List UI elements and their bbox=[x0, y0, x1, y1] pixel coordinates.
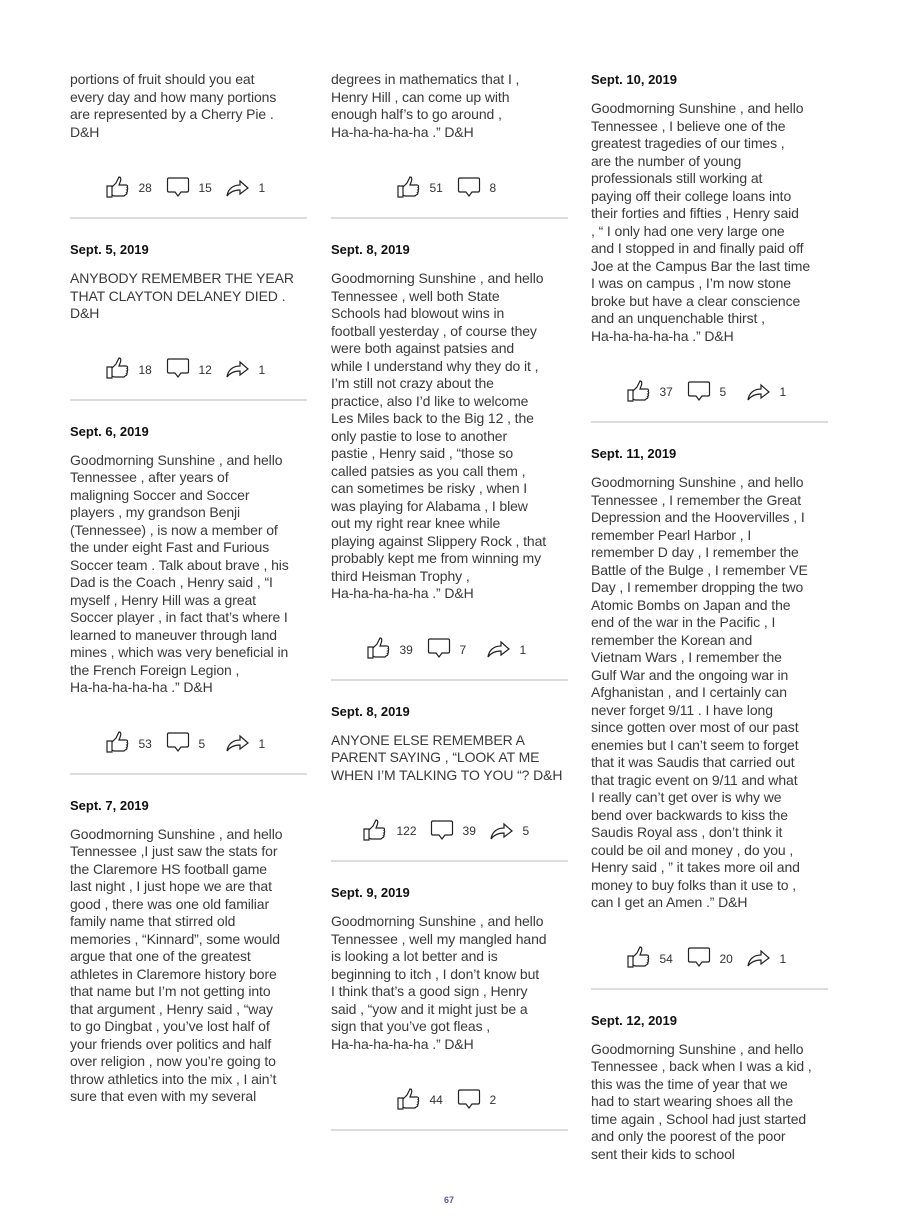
share-icon[interactable] bbox=[746, 379, 780, 406]
comment-count: 12 bbox=[198, 362, 212, 377]
post bbox=[591, 1012, 828, 1164]
comment-count: 5 bbox=[719, 385, 727, 399]
reaction-bar bbox=[70, 731, 307, 757]
thumbs-up-icon[interactable] bbox=[362, 818, 396, 845]
like-count: 18 bbox=[138, 362, 152, 377]
like-count: 53 bbox=[138, 736, 152, 751]
share-count: 5 bbox=[522, 824, 530, 838]
post-body: Goodmorning Sunshine , and hello Tennessee , well my mangled hand is looking a lot better and is beginning to itch , I don’t know but I think that’s a good sign , Henry said , “yow and it might just be a sign that you’ve got fleas , Ha-ha-ha-ha-ha .” D&H bbox=[331, 913, 547, 1052]
post-body: degrees in mathematics that I , Henry Hill , can come up with enough half’s to go around , Ha-ha-ha-ha-ha .” D&H bbox=[331, 71, 520, 140]
thumbs-up-icon[interactable] bbox=[105, 730, 139, 757]
share-count: 1 bbox=[779, 385, 787, 399]
divider bbox=[331, 217, 568, 219]
like-count: 44 bbox=[429, 1093, 443, 1107]
thumbs-up-icon[interactable] bbox=[396, 175, 430, 202]
share-button[interactable] bbox=[225, 356, 273, 383]
comment-count: 5 bbox=[198, 736, 206, 751]
column-3 bbox=[591, 71, 828, 1163]
post-body: Goodmorning Sunshine , and hello Tennessee , I believe one of the greatest tragedies of our times , are the number of young professionals still working at paying off their college loans into their forties and fifties , Henry said , “ I only had one very large one and I stopped in and finally paid off Joe at the Campus Bar the last time I was on campus , I’m now stone broke but have a clear conscience and an unquenchable thirst , Ha-ha-ha-ha-ha .” D&H bbox=[591, 100, 811, 344]
like-count: 37 bbox=[659, 385, 673, 399]
comment-icon[interactable] bbox=[456, 1087, 490, 1114]
share-count: 1 bbox=[258, 736, 266, 751]
share-button[interactable] bbox=[489, 818, 537, 845]
post-body: Goodmorning Sunshine , and hello Tennessee , after years of maligning Soccer and Soccer players , my grandson Benji (Tennessee) , is now a member of the under eight Fast and Furious Soccer team . Talk about brave , his Dad is the Coach , Henry said , “I myself , Henry Hill was a great Soccer player , in fact that’s where I learned to maneuver through land mines , which was very beneficial in the French Foreign Legion , Ha-ha-ha-ha-ha .” D&H bbox=[70, 451, 289, 695]
share-icon[interactable] bbox=[225, 175, 259, 202]
thumbs-up-icon[interactable] bbox=[626, 945, 660, 972]
like-button[interactable] bbox=[105, 730, 153, 757]
comment-count: 39 bbox=[462, 824, 476, 838]
divider bbox=[331, 1129, 568, 1131]
post bbox=[331, 703, 568, 863]
comment-button[interactable] bbox=[426, 636, 474, 663]
post-body: portions of fruit should you eat every day and how many portions are represented by a Cherry Pie . D&H bbox=[70, 71, 277, 140]
thumbs-up-icon[interactable] bbox=[626, 379, 660, 406]
page-number: 67 bbox=[443, 1195, 454, 1205]
comment-button[interactable] bbox=[165, 356, 213, 383]
share-icon[interactable] bbox=[225, 356, 259, 383]
reaction-bar bbox=[331, 1087, 568, 1113]
divider bbox=[70, 217, 307, 219]
like-button[interactable] bbox=[362, 818, 416, 845]
post-body: Goodmorning Sunshine , and hello Tennessee ,I just saw the stats for the Claremore HS football game last night , I just hope we are that good , there was one old familiar family name that stirred old memories , “Kinnard”, some would argue that one of the greatest athletes in Claremore history bore that name but I’m not getting into that argument , Henry said , “way to go Dingbat , you’ve lost half of your friends over politics and half over religion , now you’re going to throw athletics into the mix , I ain’t sure that even with my several bbox=[70, 825, 283, 1104]
post-body: ANYONE ELSE REMEMBER A PARENT SAYING , “LOOK AT ME WHEN I’M TALKING TO YOU “? D&H bbox=[331, 731, 563, 783]
share-icon[interactable] bbox=[746, 945, 780, 972]
reaction-bar bbox=[331, 175, 568, 201]
thumbs-up-icon[interactable] bbox=[396, 1087, 430, 1114]
share-count: 1 bbox=[258, 181, 266, 195]
comment-icon[interactable] bbox=[429, 818, 463, 845]
divider bbox=[591, 988, 828, 990]
comment-button[interactable] bbox=[686, 379, 734, 406]
share-icon[interactable] bbox=[225, 730, 259, 757]
post-date: Sept. 7, 2019 bbox=[70, 797, 149, 813]
post-body: Goodmorning Sunshine , and hello Tennessee , I remember the Great Depression and the Hoovervilles , I remember Pearl Harbor , I remember D day , I remember the Battle of the Bulge , I remember VE Day , I remember dropping the two Atomic Bombs on Japan and the end of the war in the Pacific , I remember the Korean and Vietnam Wars , I remember the Gulf War and the ongoing war in Afghanistan , and I certainly can never forget 9/11 . I have long since gotten over most of our past enemies but I can’t seem to forget that it was Saudis that carried out that tragic event on 9/11 and what I really can’t get over is why we bend over backwards to kiss the Saudis Royal ass , don’t think it could be oil and money , do you , Henry said , ” it takes more oil and money to buy folks than it use to , can I get an Amen .” D&H bbox=[591, 474, 808, 910]
comment-count: 7 bbox=[459, 642, 467, 657]
comment-icon[interactable] bbox=[686, 945, 720, 972]
comment-button[interactable] bbox=[165, 175, 213, 202]
comment-icon[interactable] bbox=[426, 636, 460, 663]
like-count: 39 bbox=[399, 642, 413, 657]
comment-button[interactable] bbox=[456, 1087, 504, 1114]
post-body: ANYBODY REMEMBER THE YEAR THAT CLAYTON DELANEY DIED . D&H bbox=[70, 270, 294, 321]
reaction-bar bbox=[70, 175, 307, 201]
reaction-bar bbox=[591, 379, 828, 405]
comment-count: 15 bbox=[198, 181, 212, 195]
comment-icon[interactable] bbox=[165, 356, 199, 383]
post-date: Sept. 10, 2019 bbox=[591, 72, 677, 87]
comment-icon[interactable] bbox=[686, 379, 720, 406]
like-button[interactable] bbox=[396, 175, 444, 202]
comment-icon[interactable] bbox=[165, 730, 199, 757]
post-date: Sept. 5, 2019 bbox=[70, 242, 149, 257]
thumbs-up-icon[interactable] bbox=[366, 636, 400, 663]
thumbs-up-icon[interactable] bbox=[105, 356, 139, 383]
column-2 bbox=[331, 71, 568, 1153]
like-count: 122 bbox=[396, 824, 417, 838]
post-date: Sept. 12, 2019 bbox=[591, 1012, 677, 1028]
post bbox=[331, 241, 568, 681]
post-date: Sept. 9, 2019 bbox=[331, 885, 410, 900]
post-date: Sept. 8, 2019 bbox=[331, 703, 410, 719]
share-count: 1 bbox=[258, 362, 266, 377]
post bbox=[70, 797, 307, 1106]
comment-count: 8 bbox=[489, 181, 497, 195]
share-button[interactable] bbox=[225, 175, 273, 202]
divider bbox=[331, 679, 568, 681]
like-button[interactable] bbox=[105, 175, 153, 202]
comment-icon[interactable] bbox=[456, 175, 490, 202]
like-count: 54 bbox=[659, 951, 673, 966]
reaction-bar bbox=[70, 357, 307, 383]
share-count: 1 bbox=[519, 642, 527, 657]
post bbox=[70, 71, 307, 219]
comment-button[interactable] bbox=[456, 175, 504, 202]
share-button[interactable] bbox=[225, 730, 273, 757]
share-count: 1 bbox=[779, 951, 787, 966]
column-1 bbox=[70, 71, 307, 1106]
like-button[interactable] bbox=[366, 636, 414, 663]
post-body: Goodmorning Sunshine , and hello Tennessee , well both State Schools had blowout wins in football yesterday , of course they were both against patsies and while I understand why they do it , I’m still not crazy about the practice, also I’d like to welcome Les Miles back to the Big 12 , the only pastie to lose to another pastie , Henry said , “those so called patsies as you call them , can sometimes be risky , when I was playing for Alabama , I blew out my right rear knee while playing against Slippery Rock , that probably kept me from winning my third Heisman Trophy , Ha-ha-ha-ha-ha .” D&H bbox=[331, 270, 547, 601]
like-button[interactable] bbox=[626, 379, 674, 406]
comment-icon[interactable] bbox=[165, 175, 199, 202]
post-body: Goodmorning Sunshine , and hello Tennessee , back when I was a kid , this was the time of year that we had to start wearing shoes all the time again , School had just started and only the poorest of the poor sent their kids to school bbox=[591, 1040, 812, 1162]
post-date: Sept. 8, 2019 bbox=[331, 242, 410, 257]
share-button[interactable] bbox=[746, 379, 794, 406]
thumbs-up-icon[interactable] bbox=[105, 175, 139, 202]
share-button[interactable] bbox=[746, 945, 794, 972]
like-button[interactable] bbox=[396, 1087, 444, 1114]
like-button[interactable] bbox=[626, 945, 674, 972]
reaction-bar bbox=[591, 946, 828, 972]
comment-count: 2 bbox=[489, 1093, 497, 1107]
post-date: Sept. 11, 2019 bbox=[591, 446, 677, 461]
divider bbox=[591, 421, 828, 423]
comment-button[interactable] bbox=[165, 730, 213, 757]
share-icon[interactable] bbox=[489, 818, 523, 845]
comment-button[interactable] bbox=[429, 818, 477, 845]
post-date: Sept. 6, 2019 bbox=[70, 423, 149, 439]
post bbox=[591, 71, 828, 423]
divider bbox=[70, 399, 307, 401]
post bbox=[331, 884, 568, 1131]
comment-count: 20 bbox=[719, 951, 733, 966]
comment-button[interactable] bbox=[686, 945, 734, 972]
share-button[interactable] bbox=[486, 636, 534, 663]
share-icon[interactable] bbox=[486, 636, 520, 663]
divider bbox=[70, 773, 307, 775]
post bbox=[591, 445, 828, 990]
divider bbox=[331, 860, 568, 862]
reaction-bar bbox=[331, 818, 568, 844]
like-count: 28 bbox=[138, 181, 152, 195]
reaction-bar bbox=[331, 637, 568, 663]
like-button[interactable] bbox=[105, 356, 153, 383]
like-count: 51 bbox=[429, 181, 443, 195]
post bbox=[70, 423, 307, 775]
post bbox=[70, 241, 307, 401]
post bbox=[331, 71, 568, 219]
